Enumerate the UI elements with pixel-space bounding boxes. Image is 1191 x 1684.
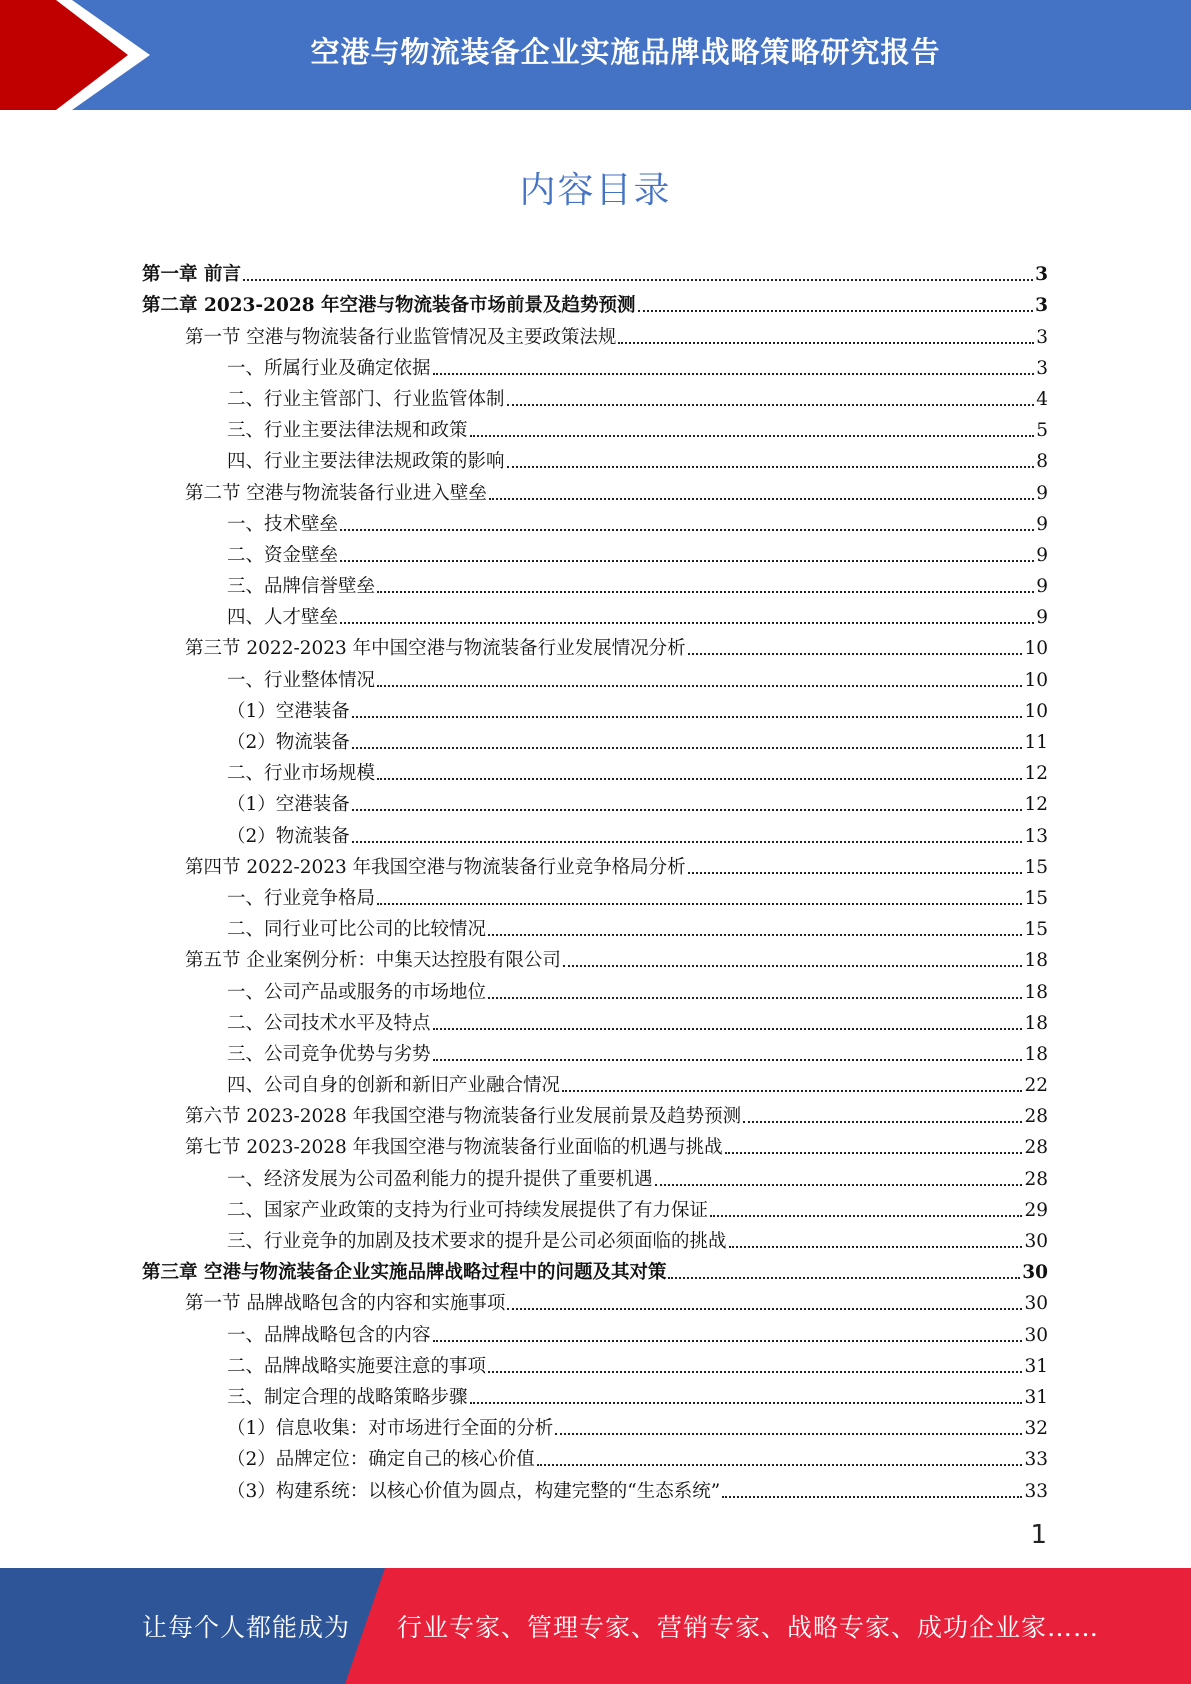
toc-entry[interactable] [142, 629, 1048, 660]
toc-leader-dots [470, 433, 1035, 437]
toc-leader-dots [729, 1244, 1023, 1248]
toc-leader-dots [340, 527, 1034, 531]
toc-entry-title: （2）品牌定位：确定自己的核心价值 [227, 1449, 535, 1471]
toc-entry-title: 一、经济发展为公司盈利能力的提升提供了重要机遇 [227, 1168, 653, 1190]
toc-entry-title: （2）物流装备 [227, 825, 350, 847]
toc-entry-title: 一、公司产品或服务的市场地位 [227, 981, 487, 1003]
toc-entry[interactable] [142, 1409, 1048, 1440]
header-title: 空港与物流装备企业实施品牌战略策略研究报告 [310, 34, 941, 69]
toc-leader-dots [488, 932, 1022, 936]
toc-entry-page: 15 [1024, 856, 1048, 878]
toc-entry-page: 9 [1036, 544, 1048, 566]
toc-leader-dots [688, 651, 1023, 655]
toc-entry[interactable] [142, 1159, 1048, 1190]
toc-leader-dots [489, 496, 1034, 500]
toc-leader-dots [507, 1306, 1022, 1310]
toc-entry-page: 30 [1024, 1293, 1048, 1315]
toc-entry-page: 28 [1024, 1106, 1048, 1128]
toc-leader-dots [470, 1400, 1023, 1404]
toc-entry-title: 第三节 2022-2023 年中国空港与物流装备行业发展情况分析 [185, 638, 686, 660]
toc-entry-page: 3 [1036, 326, 1048, 348]
toc-entry-title: 二、行业主管部门、行业监管体制 [227, 388, 505, 410]
toc-leader-dots [668, 1275, 1020, 1279]
toc-entry-title: （1）空港装备 [227, 794, 350, 816]
toc-entry-page: 30 [1022, 1262, 1048, 1284]
toc-entry[interactable] [142, 317, 1048, 348]
toc-entry-page: 15 [1024, 919, 1048, 941]
toc-entry-page: 4 [1036, 388, 1048, 410]
toc-leader-dots [377, 683, 1022, 687]
toc-entry-page: 15 [1024, 887, 1048, 909]
toc-entry-title: 第六节 2023-2028 年我国空港与物流装备行业发展前景及趋势预测 [185, 1106, 742, 1128]
toc-leader-dots [507, 402, 1035, 406]
toc-entry-title: 第二章 2023-2028 年空港与物流装备市场前景及趋势预测 [142, 295, 636, 317]
toc-entry[interactable] [142, 816, 1048, 847]
toc-entry[interactable] [142, 692, 1048, 723]
toc-entry-title: 三、行业竞争的加剧及技术要求的提升是公司必须面临的挑战 [227, 1231, 727, 1252]
toc-leader-dots [340, 620, 1034, 624]
toc-entry-page: 9 [1036, 513, 1048, 535]
toc-entry-page: 29 [1024, 1199, 1048, 1221]
toc-entry[interactable] [142, 660, 1048, 691]
toc-entry-title: 第四节 2022-2023 年我国空港与物流装备行业竞争格局分析 [185, 856, 686, 878]
toc-entry-page: 30 [1024, 1231, 1048, 1252]
toc-entry[interactable] [142, 1097, 1048, 1128]
toc-entry-title: 二、国家产业政策的支持为行业可持续发展提供了有力保证 [227, 1199, 709, 1221]
toc-entry-title: 二、行业市场规模 [227, 763, 376, 785]
toc-leader-dots [352, 714, 1023, 718]
toc-entry-page: 10 [1024, 669, 1048, 691]
toc-entry-page: 28 [1024, 1137, 1048, 1159]
toc-entry-page: 13 [1024, 825, 1048, 847]
toc-leader-dots [722, 1494, 1022, 1498]
toc-entry-title: 三、公司竞争优势与劣势 [227, 1043, 431, 1065]
toc-leader-dots [433, 371, 1035, 375]
toc-entry-title: 一、技术壁垒 [227, 513, 339, 535]
toc-leader-dots [243, 277, 1033, 281]
toc-entry-title: 三、行业主要法律法规和政策 [227, 420, 468, 442]
toc-entry[interactable] [142, 941, 1048, 972]
toc-entry-title: 二、资金壁垒 [227, 544, 339, 566]
toc-entry[interactable] [142, 848, 1048, 879]
toc-entry-title: （1）信息收集：对市场进行全面的分析 [227, 1418, 554, 1440]
page-footer [0, 1568, 1191, 1684]
toc-leader-dots [433, 1026, 1023, 1030]
toc-entry-page: 9 [1036, 482, 1048, 504]
toc-entry[interactable] [142, 785, 1048, 816]
toc-leader-dots [563, 963, 1023, 967]
toc-leader-dots [507, 464, 1035, 468]
toc-entry-title: 第五节 企业案例分析：中集天达控股有限公司 [185, 950, 561, 972]
toc-leader-dots [555, 1431, 1022, 1435]
toc-entry[interactable] [142, 598, 1048, 629]
toc-entry[interactable] [142, 910, 1048, 941]
toc-leader-dots [725, 1150, 1023, 1154]
toc-entry[interactable] [142, 380, 1048, 411]
toc-entry-page: 10 [1024, 700, 1048, 722]
toc-entry-page: 3 [1035, 264, 1048, 286]
toc-leader-dots [618, 340, 1034, 344]
toc-entry[interactable] [142, 1066, 1048, 1097]
toc-entry-title: 二、同行业可比公司的比较情况 [227, 919, 487, 941]
toc-leader-dots [433, 1057, 1023, 1061]
toc-entry-title: 四、行业主要法律法规政策的影响 [227, 451, 505, 473]
toc-leader-dots [488, 1369, 1022, 1373]
toc-entry-title: （1）空港装备 [227, 700, 350, 722]
toc-entry-title: （3）构建系统：以核心价值为圆点，构建完整的“生态系统” [227, 1480, 721, 1502]
toc-leader-dots [743, 1119, 1022, 1123]
toc-entry[interactable] [142, 1035, 1048, 1066]
toc-entry[interactable] [142, 1315, 1048, 1346]
page-header [0, 0, 1191, 110]
toc-leader-dots [352, 807, 1023, 811]
toc-entry-title: 一、所属行业及确定依据 [227, 357, 431, 379]
toc-entry-page: 11 [1024, 732, 1048, 753]
toc-entry[interactable] [142, 286, 1048, 317]
toc-entry-page: 33 [1024, 1480, 1048, 1502]
toc-leader-dots [638, 308, 1034, 312]
toc-leader-dots [340, 558, 1034, 562]
toc-entry-title: 第一节 品牌战略包含的内容和实施事项 [185, 1293, 506, 1315]
toc-entry-page: 9 [1036, 576, 1048, 598]
toc-entry-title: 三、品牌信誉壁垒 [227, 576, 376, 598]
toc-entry[interactable] [142, 536, 1048, 567]
toc-entry[interactable] [142, 442, 1048, 473]
toc-entry[interactable] [142, 411, 1048, 442]
toc-entry-page: 3 [1035, 295, 1048, 317]
footer-slogan-right: 行业专家、管理专家、营销专家、战略专家、成功企业家…… [397, 1613, 1100, 1642]
toc-entry[interactable] [142, 1284, 1048, 1315]
toc-entry[interactable] [142, 505, 1048, 536]
toc-entry-page: 32 [1024, 1418, 1048, 1440]
toc-entry-title: 一、行业整体情况 [227, 669, 376, 691]
toc-leader-dots [710, 1213, 1022, 1217]
toc-entry-title: 四、公司自身的创新和新旧产业融合情况 [227, 1075, 561, 1097]
toc-entry-page: 31 [1024, 1386, 1048, 1408]
page-number: 1 [1030, 1520, 1047, 1550]
toc-entry-title: 一、品牌战略包含的内容 [227, 1324, 431, 1346]
toc-leader-dots [433, 1338, 1023, 1342]
toc-entry[interactable] [142, 879, 1048, 910]
toc-entry-title: 二、品牌战略实施要注意的事项 [227, 1355, 487, 1377]
toc-entry[interactable] [142, 255, 1048, 286]
toc-leader-dots [488, 995, 1022, 999]
toc-entry[interactable] [142, 1128, 1048, 1159]
toc-entry-page: 18 [1024, 1012, 1048, 1034]
toc-entry[interactable] [142, 1004, 1048, 1035]
toc-entry[interactable] [142, 754, 1048, 785]
toc-entry[interactable] [142, 1253, 1048, 1284]
toc-leader-dots [655, 1182, 1023, 1186]
toc-entry-page: 31 [1024, 1355, 1048, 1377]
toc-leader-dots [377, 776, 1022, 780]
toc-entry-page: 12 [1024, 794, 1048, 816]
toc-entry[interactable] [142, 723, 1048, 754]
toc-leader-dots [537, 1462, 1023, 1466]
toc-entry[interactable] [142, 972, 1048, 1003]
toc-entry-title: 第一节 空港与物流装备行业监管情况及主要政策法规 [185, 326, 617, 348]
toc-entry[interactable] [142, 1471, 1048, 1502]
toc-leader-dots [562, 1088, 1022, 1092]
toc-leader-dots [352, 745, 1023, 749]
toc-entry[interactable] [142, 1378, 1048, 1409]
toc-entry-page: 9 [1036, 607, 1048, 629]
toc-entry-page: 3 [1036, 357, 1048, 379]
toc-entry-title: 四、人才壁垒 [227, 607, 339, 629]
toc-entry-title: （2）物流装备 [227, 732, 350, 753]
toc-entry[interactable] [142, 1191, 1048, 1222]
toc-leader-dots [688, 870, 1023, 874]
toc-entry-page: 12 [1024, 763, 1048, 785]
toc-entry[interactable] [142, 1222, 1048, 1253]
toc-leader-dots [352, 839, 1023, 843]
toc-title: 内容目录 [519, 170, 672, 211]
toc-entry-page: 18 [1024, 981, 1048, 1003]
footer-slogan-left: 让每个人都能成为 [142, 1613, 351, 1642]
toc-entry-title: 一、行业竞争格局 [227, 887, 376, 909]
toc-entry[interactable] [142, 567, 1048, 598]
toc-entry[interactable] [142, 1347, 1048, 1378]
toc-entry[interactable] [142, 473, 1048, 504]
toc-entry-page: 18 [1024, 950, 1048, 972]
toc-entry-page: 5 [1036, 420, 1048, 442]
toc-entry-title: 第一章 前言 [142, 264, 241, 286]
toc-entry-title: 三、制定合理的战略策略步骤 [227, 1386, 468, 1408]
toc-entry-page: 10 [1024, 638, 1048, 660]
toc-entry-page: 33 [1024, 1449, 1048, 1471]
toc-entry-page: 30 [1024, 1324, 1048, 1346]
toc-entry-title: 第三章 空港与物流装备企业实施品牌战略过程中的问题及其对策 [142, 1262, 667, 1284]
toc-entry-page: 22 [1024, 1075, 1048, 1097]
toc-leader-dots [377, 901, 1022, 905]
toc-entry-page: 18 [1024, 1043, 1048, 1065]
table-of-contents [142, 255, 1048, 1503]
toc-entry-title: 第二节 空港与物流装备行业进入壁垒 [185, 482, 487, 504]
toc-leader-dots [377, 589, 1034, 593]
toc-entry-page: 28 [1024, 1168, 1048, 1190]
toc-entry[interactable] [142, 1440, 1048, 1471]
toc-entry-page: 8 [1036, 451, 1048, 473]
toc-entry-title: 第七节 2023-2028 年我国空港与物流装备行业面临的机遇与挑战 [185, 1137, 723, 1159]
toc-entry[interactable] [142, 349, 1048, 380]
toc-entry-title: 二、公司技术水平及特点 [227, 1012, 431, 1034]
